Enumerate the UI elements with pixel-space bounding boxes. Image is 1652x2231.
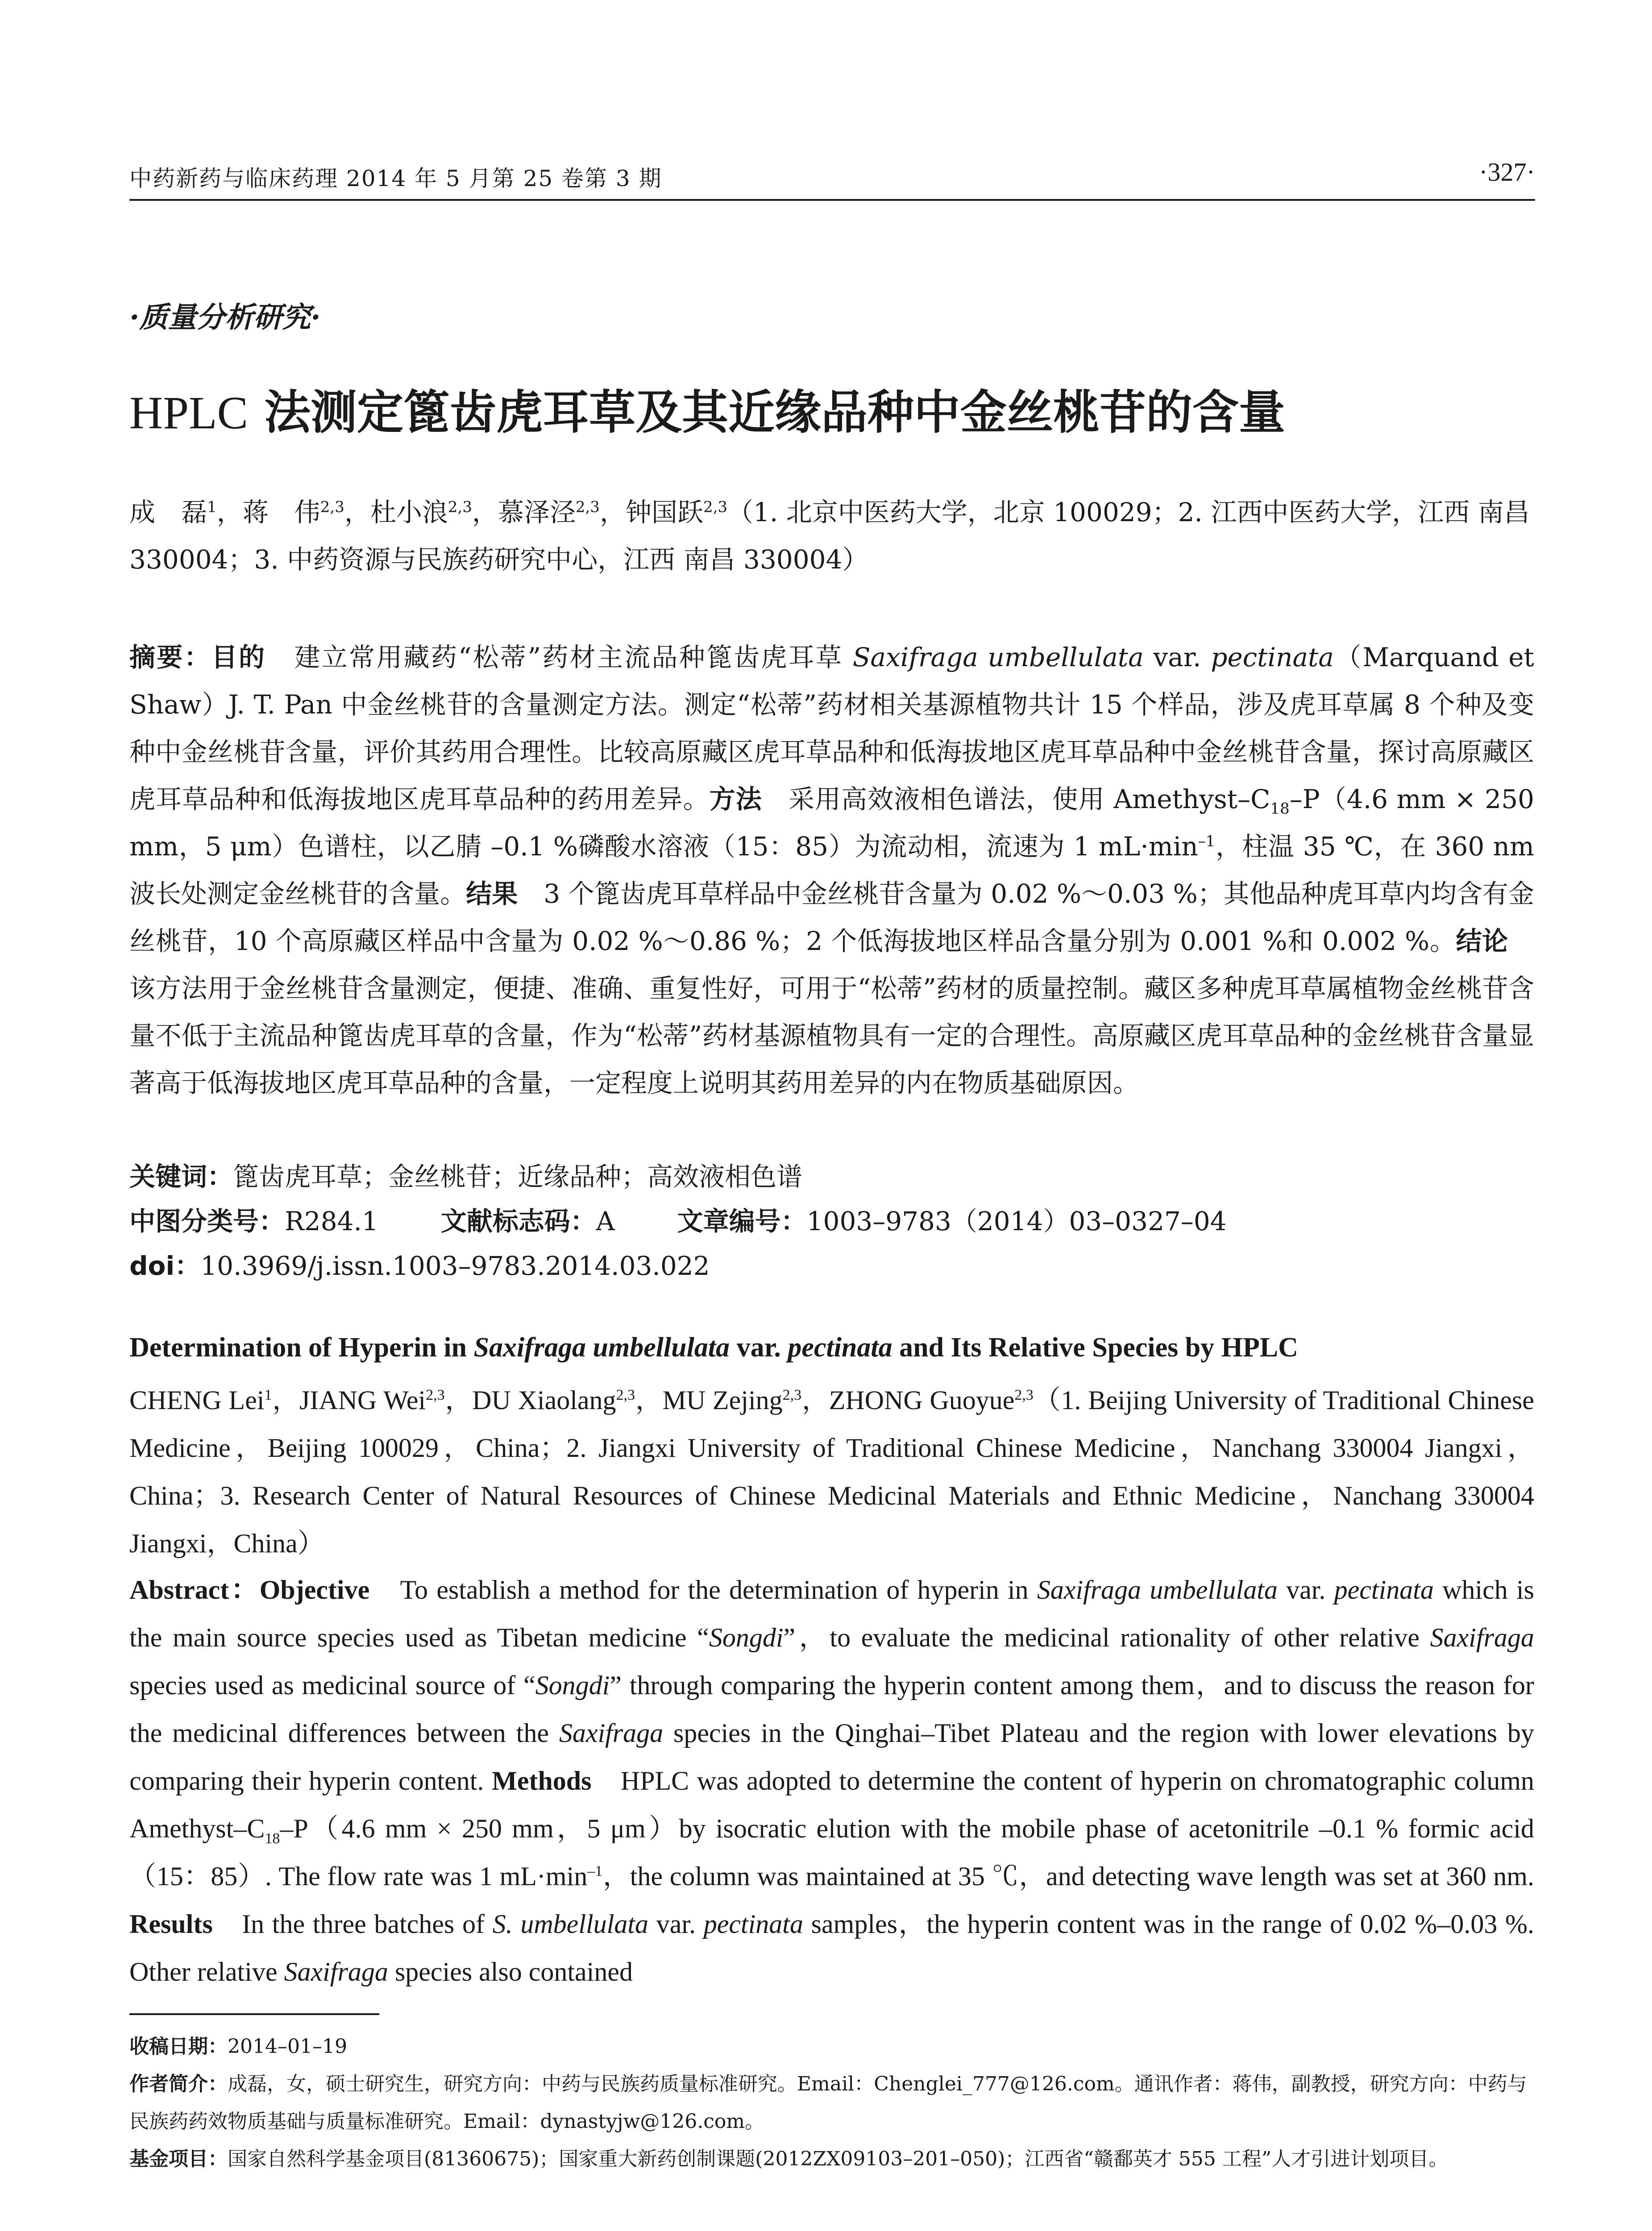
methods-sub-cn: 18 xyxy=(1270,800,1290,818)
abstract-cn xyxy=(129,634,1534,1107)
footnote-rule xyxy=(129,2013,379,2015)
abstract-cn-label: 摘要： xyxy=(129,642,212,672)
title-en-text: and Its Relative Species by HPLC xyxy=(892,1332,1298,1363)
objective-text-cn: var. xyxy=(1143,642,1211,672)
title-en-text: Determination of Hyperin in xyxy=(129,1332,474,1363)
received-value: 2014–01–19 xyxy=(228,2035,347,2058)
species-name: Saxifraga umbellulata xyxy=(852,642,1144,672)
results-text-en: var. xyxy=(648,1909,704,1939)
variety-name: pectinata xyxy=(1211,642,1334,672)
species-name: Saxifraga umbellulata xyxy=(1037,1575,1278,1605)
objective-text-en: var. xyxy=(1278,1575,1334,1605)
results-text-en: species also contained xyxy=(388,1957,633,1986)
author-cn-sup: 2,3 xyxy=(575,498,600,516)
clc-value: R284.1 xyxy=(285,1206,378,1236)
title-cn-text: 法测定篦齿虎耳草及其近缘品种中金丝桃苷的含量 xyxy=(248,385,1286,440)
affiliations-cn: （1. 北京中医药大学，北京 100029；2. 江西中医药大学，江西 南昌 330004；3. 中药资源与民族药研究中心，江西 南昌 330004） xyxy=(129,497,1530,575)
objective-text-en: species in the Qinghai–Tibet Plateau and the region with lower elevations by comparing their hyperin content. xyxy=(129,1718,1534,1796)
objective-text-cn: （Marquand et Shaw）J. T. Pan 中金丝桃苷的含量测定方法。测定“松蒂”药材相关基源植物共计 15 个样品，涉及虎耳草属 8 个种及变种中金丝桃苷含量，评价其药用合理性。比较高原藏区虎耳草品种和低海拔地区虎耳草品种中金丝桃苷含量，探讨高原藏区虎耳草品种和低海拔地区虎耳草品种的药用差异。 xyxy=(129,642,1534,814)
genus-name: Saxifraga xyxy=(559,1718,664,1748)
doi-value: 10.3969/j.issn.1003–9783.2014.03.022 xyxy=(200,1251,710,1281)
page-number: ·327· xyxy=(1479,158,1535,187)
objective-text-en: species used as medicinal source of “ xyxy=(129,1671,535,1700)
author-en-sup: 1 xyxy=(264,1387,272,1403)
funding xyxy=(129,2140,1534,2178)
methods-sub-en: 18 xyxy=(265,1830,280,1847)
author-en: ，ZHONG Guoyue xyxy=(801,1385,1015,1415)
clc-label: 中图分类号： xyxy=(129,1206,285,1236)
affiliations-en: （1. Beijing University of Traditional Chinese Medicine，Beijing 100029，China；2. Jiangxi University of Traditional Chinese Medicine，Nanchang 330004 Jiangxi，China；3. Research Center of Natural Resources of Chinese Medicinal Materials and Ethnic Medicine，Nanchang 330004 Jiangxi，China） xyxy=(129,1385,1534,1558)
article-no-value: 1003–9783（2014）03–0327–04 xyxy=(806,1206,1227,1236)
methods-text-en: –P（4.6 mm × 250 mm，5 μm）by isocratic elution with the mobile phase of acetonitrile –0.1 % formic acid（15：85）. The flow rate was 1 mL·min xyxy=(129,1814,1534,1891)
objective-label-en: Objective xyxy=(259,1575,370,1605)
methods-sup-en: –1 xyxy=(587,1863,603,1879)
authors-cn xyxy=(129,489,1534,583)
authors-en xyxy=(129,1377,1534,1568)
keywords-text: 篦齿虎耳草；金丝桃苷；近缘品种；高效液相色谱 xyxy=(233,1161,803,1192)
variety-name: pectinata xyxy=(703,1909,803,1939)
variety-name: pectinata xyxy=(1334,1575,1434,1605)
author-en-sup: 2,3 xyxy=(1014,1387,1034,1403)
author-cn: ，杜小浪 xyxy=(344,497,448,527)
classification-line xyxy=(129,1200,1227,1238)
keywords-line xyxy=(129,1156,802,1193)
author-en: ，DU Xiaolang xyxy=(444,1385,616,1415)
author-cn-sup: 2,3 xyxy=(703,498,728,516)
title-en-text: var. xyxy=(730,1332,788,1363)
author-cn: 成 磊 xyxy=(129,497,208,527)
author-en-sup: 2,3 xyxy=(616,1387,635,1403)
results-text-cn: 3 个篦齿虎耳草样品中金丝桃苷含量为 0.02 %～0.03 %；其他品种虎耳草内均含有金丝桃苷，10 个高原藏区样品中含量为 0.02 %～0.86 %；2 个低海拔地区样品含量分别为 0.001 %和 0.002 %。 xyxy=(129,879,1534,956)
author-en-sup: 2,3 xyxy=(426,1387,445,1403)
keywords-label: 关键词： xyxy=(129,1161,233,1192)
author-en: ，MU Zejing xyxy=(635,1385,783,1415)
results-text-en: In the three batches of xyxy=(212,1909,493,1939)
footnotes xyxy=(129,2028,1534,2178)
songdi-term: Songdi xyxy=(709,1623,784,1652)
author-cn: ，慕泽泾 xyxy=(472,497,576,527)
abstract-en xyxy=(129,1566,1534,1996)
methods-text-en: ，the column was maintained at 35 ℃，and detecting wave length was set at 360 nm. xyxy=(602,1862,1535,1891)
doc-code-value: A xyxy=(596,1206,615,1236)
methods-text-en: HPLC was adopted to determine the content of hyperin on chromatographic column Amethyst–C xyxy=(129,1766,1534,1843)
received-date xyxy=(129,2028,1534,2065)
abstract-en-label: Abstract： xyxy=(129,1575,260,1605)
doc-code-label: 文献标志码： xyxy=(440,1206,596,1236)
methods-label-cn: 方法 xyxy=(709,784,762,814)
article-title-en xyxy=(129,1332,1534,1364)
column-label: ·质量分析研究· xyxy=(129,301,321,334)
methods-text-cn: –P（4.6 mm × 250 mm，5 μm）色谱柱，以乙腈 –0.1 %磷酸水溶液（15：85）为流动相，流速为 1 mL·min xyxy=(129,784,1534,862)
results-label-en: Results xyxy=(129,1909,213,1939)
author-cn-sup: 1 xyxy=(207,498,217,516)
methods-sup-cn: –1 xyxy=(1198,832,1216,850)
article-no-label: 文章编号： xyxy=(677,1206,807,1236)
article-title-cn xyxy=(129,375,1285,442)
author-cn: ，蒋 伟 xyxy=(216,497,320,527)
funding-label: 基金项目： xyxy=(129,2148,228,2170)
author-cn-sup: 2,3 xyxy=(448,498,472,516)
author-en-sup: 2,3 xyxy=(782,1387,802,1403)
author-cn: ，钟国跃 xyxy=(599,497,703,527)
header-rule xyxy=(129,199,1535,201)
results-label-cn: 结果 xyxy=(466,879,518,909)
author-bio-label: 作者简介： xyxy=(129,2073,228,2095)
songdi-term: Songdi xyxy=(535,1671,610,1700)
conclusion-label-cn: 结论 xyxy=(1456,926,1508,956)
genus-name: Saxifraga xyxy=(284,1957,388,1986)
doi-line xyxy=(129,1245,710,1282)
genus-name: Saxifraga xyxy=(1430,1623,1534,1652)
objective-text-cn: 建立常用藏药“松蒂”药材主流品种篦齿虎耳草 xyxy=(293,642,853,672)
objective-text-en: ”，to evaluate the medicinal rationality of other relative xyxy=(783,1623,1430,1652)
species-name: S. umbellulata xyxy=(492,1909,648,1939)
received-label: 收稿日期： xyxy=(129,2035,228,2058)
variety-name: pectinata xyxy=(788,1332,892,1363)
author-bio xyxy=(129,2065,1534,2140)
methods-label-en: Methods xyxy=(492,1766,592,1796)
methods-text-cn: ，柱温 35 ℃，在 360 nm 波长处测定金丝桃苷的含量。 xyxy=(129,831,1534,909)
objective-label-cn: 目的 xyxy=(211,642,266,672)
objective-text-en: ” through comparing the hyperin content among them，and to discuss the reason for the medicinal differences between the xyxy=(129,1671,1535,1748)
species-name: Saxifraga umbellulata xyxy=(473,1332,730,1363)
conclusion-text-cn: 该方法用于金丝桃苷含量测定，便捷、准确、重复性好，可用于“松蒂”药材的质量控制。藏区多种虎耳草属植物金丝桃苷含量不低于主流品种篦齿虎耳草的含量，作为“松蒂”药材基源植物具有一定的合理性。高原藏区虎耳草品种的金丝桃苷含量显著高于低海拔地区虎耳草品种的含量，一定程度上说明其药用差异的内在物质基础原因。 xyxy=(129,926,1534,1098)
objective-text-en: which is the main source species used as Tibetan medicine “ xyxy=(129,1575,1534,1652)
author-cn-sup: 2,3 xyxy=(320,498,345,516)
running-head: 中药新药与临床药理 2014 年 5 月第 25 卷第 3 期 xyxy=(129,166,662,191)
author-en: CHENG Lei xyxy=(129,1385,265,1415)
title-cn-latin: HPLC xyxy=(129,387,248,439)
objective-text-en: To establish a method for the determination of hyperin in xyxy=(369,1575,1037,1605)
author-bio-text: 成磊，女，硕士研究生，研究方向：中药与民族药质量标准研究。Email：Chenglei_777@126.com。通讯作者：蒋伟，副教授，研究方向：中药与民族药药效物质基础与质量标准研究。Email：dynastyjw@126.com。 xyxy=(129,2073,1527,2133)
funding-text: 国家自然科学基金项目(81360675)；国家重大新药创制课题(2012ZX09103–201–050)；江西省“赣鄱英才 555 工程”人才引进计划项目。 xyxy=(228,2148,1449,2170)
doi-label: doi： xyxy=(129,1251,201,1281)
results-text-en: samples，the hyperin content was in the range of 0.02 %–0.03 %. Other relative xyxy=(129,1909,1534,1986)
author-en: ，JIANG Wei xyxy=(272,1385,426,1415)
methods-text-cn: 采用高效液相色谱法，使用 Amethyst–C xyxy=(762,784,1270,814)
